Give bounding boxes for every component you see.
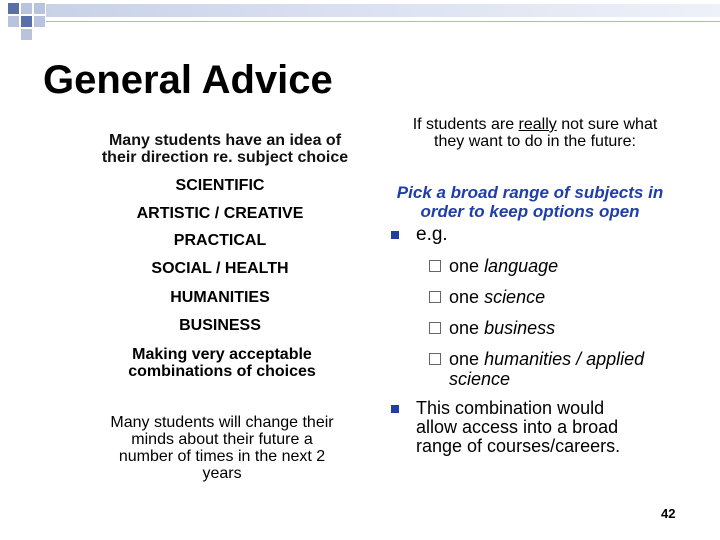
combination-line: This combination would (416, 398, 605, 418)
decor-square (21, 29, 32, 40)
subject-count: one (449, 349, 480, 369)
intro-text (80, 132, 370, 166)
category-artistic: ARTISTIC / CREATIVE (136, 205, 304, 222)
heading-emphasis: really (518, 116, 557, 133)
combinations-line: combinations of choices (128, 363, 316, 380)
header-decoration (0, 0, 720, 46)
subject-count: one (449, 256, 480, 276)
decor-square (21, 3, 32, 14)
decor-bar (46, 4, 720, 17)
change-minds-text (72, 414, 372, 482)
subject-item (449, 349, 644, 389)
category-business: BUSINESS (179, 317, 261, 334)
subject-name-continued: science (449, 369, 511, 389)
heading-text: not sure what (556, 116, 658, 133)
intro-line: their direction re. subject choice (101, 149, 349, 166)
category-humanities: HUMANITIES (170, 289, 270, 306)
eg-label: e.g. (416, 224, 448, 245)
subject-item (449, 256, 558, 276)
square-bullet-icon (391, 405, 399, 413)
change-line: minds about their future a (131, 431, 313, 448)
intro-line: Many students have an idea of (108, 132, 342, 149)
change-line: number of times in the next 2 (118, 448, 326, 465)
combination-line: allow access into a broad (416, 417, 619, 437)
page-number: 42 (661, 506, 676, 521)
subject-name: language (484, 256, 559, 276)
right-heading-line2: they want to do in the future: (434, 133, 636, 150)
right-heading (380, 116, 690, 150)
decor-square (21, 16, 32, 27)
pick-advice (370, 183, 690, 221)
right-heading-line1 (380, 116, 690, 133)
change-line: Many students will change their (110, 414, 334, 431)
category-scientific: SCIENTIFIC (175, 177, 265, 194)
decor-square (34, 16, 45, 27)
square-bullet-icon (391, 231, 399, 239)
decor-square (34, 3, 45, 14)
pick-line: order to keep options open (420, 202, 640, 221)
page-title: General Advice (43, 58, 333, 102)
checkbox-bullet-icon (429, 291, 441, 303)
decor-square (8, 16, 19, 27)
subject-name: business (484, 318, 556, 338)
category-practical: PRACTICAL (173, 232, 267, 249)
checkbox-bullet-icon (429, 260, 441, 272)
checkbox-bullet-icon (429, 353, 441, 365)
checkbox-bullet-icon (429, 322, 441, 334)
subject-count: one (449, 318, 480, 338)
category-social-health: SOCIAL / HEALTH (151, 260, 289, 277)
subject-item (449, 318, 555, 338)
change-line: years (202, 465, 242, 482)
combinations-text (92, 346, 352, 380)
decor-line (46, 21, 720, 22)
combination-text (416, 399, 620, 456)
decor-square (8, 3, 19, 14)
subject-count: one (449, 287, 480, 307)
combinations-line: Making very acceptable (132, 346, 312, 363)
pick-line: Pick a broad range of subjects in (396, 183, 664, 202)
subject-item (449, 287, 545, 307)
subject-name: humanities / applied (484, 349, 645, 369)
combination-line: range of courses/careers. (416, 436, 621, 456)
heading-text: If students are (412, 116, 519, 133)
subject-name: science (484, 287, 546, 307)
